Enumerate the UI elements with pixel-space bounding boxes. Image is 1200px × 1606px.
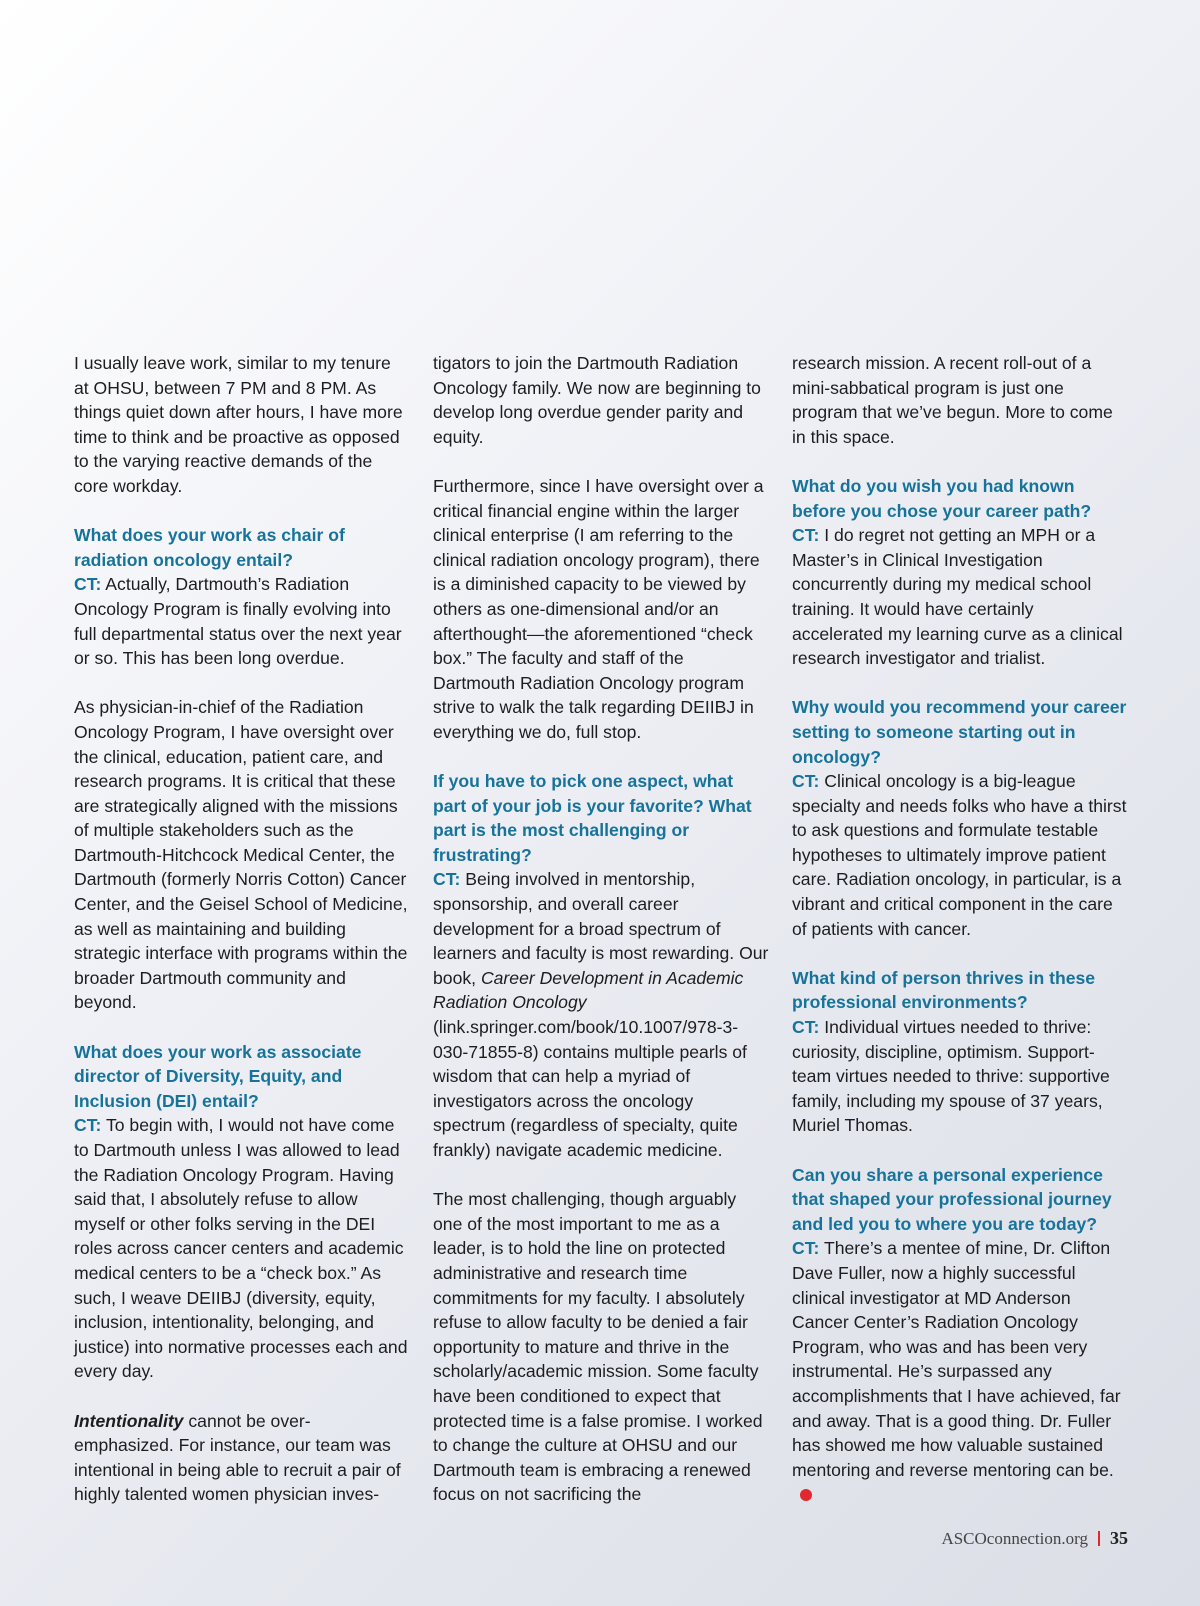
question-heading: What does your work as associate director of Diversity, Equity, and Inclusion (DEI) entail? bbox=[74, 1041, 362, 1111]
end-of-article-dot-icon bbox=[800, 1489, 812, 1501]
speaker-label: CT: bbox=[792, 525, 820, 546]
qa-block bbox=[74, 523, 410, 671]
answer-text: There’s a mentee of mine, Dr. Clifton Dave Fuller, now a highly successful clinical investigator at MD Anderson Cancer Center’s Radiation Oncology Program, who was and has been very instrumental. He’s surpassed any accomplishments that I have achieved, far and away. That is a good thing. Dr. Fuller has showed me how valuable sustained mentoring and reverse mentoring can be. bbox=[792, 1238, 1121, 1480]
column-2 bbox=[433, 351, 769, 1532]
question-heading: What do you wish you had known before you chose your career path? bbox=[792, 475, 1092, 521]
question-heading: If you have to pick one aspect, what part of your job is your favorite? What part is the most challenging or frustrating? bbox=[433, 771, 752, 865]
speaker-label: CT: bbox=[74, 574, 102, 595]
speaker-label: CT: bbox=[74, 1115, 102, 1136]
answer-text: Actually, Dartmouth’s Radiation Oncology Program is finally evolving into full departmental status over the next year or so. This has been long overdue. bbox=[74, 574, 402, 669]
paragraph: Furthermore, since I have oversight over a critical financial engine within the larger clinical enterprise (I am referring to the clinical radiation oncology program), there is a diminished capacity to be viewed by others as one-dimensional and/or an afterthought—the aforementioned “check box.” The faculty and staff of the Dartmouth Radiation Oncology program strive to walk the talk regarding DEIIBJ in everything we do, full stop. bbox=[433, 475, 764, 742]
question-heading: What does your work as chair of radiation oncology entail? bbox=[74, 525, 345, 570]
paragraph: tigators to join the Dartmouth Radiation Oncology family. We now are beginning to develop long overdue gender parity and equity. bbox=[433, 353, 761, 447]
answer-text: Individual virtues needed to thrive: curiosity, discipline, optimism. Support-team virtues needed to thrive: supportive family, including my spouse of 37 years, Muriel Thomas. bbox=[792, 1017, 1110, 1136]
footer-divider bbox=[1098, 1531, 1100, 1546]
paragraph: research mission. A recent roll-out of a mini-sabbatical program is just one program that we’ve begun. More to come in this space. bbox=[792, 353, 1113, 447]
qa-block bbox=[792, 966, 1128, 1138]
answer-text: Being involved in mentorship, sponsorship, and overall career development for a broad spectrum of learners and faculty is most rewarding. Our book, bbox=[433, 869, 769, 988]
qa-block bbox=[792, 1163, 1128, 1507]
column-3 bbox=[792, 351, 1128, 1532]
qa-block bbox=[792, 474, 1128, 671]
qa-block bbox=[74, 1040, 410, 1384]
speaker-label: CT: bbox=[792, 1017, 820, 1038]
emphasis-term: Intentionality bbox=[74, 1410, 184, 1431]
paragraph-text: cannot be over-emphasized. For instance, our team was intentional in being able to recruit a pair of highly talented women physician inves- bbox=[74, 1410, 401, 1505]
page-number: 35 bbox=[1110, 1528, 1128, 1548]
question-heading: Can you share a personal experience that shaped your professional journey and led you to where you are today? bbox=[792, 1164, 1112, 1234]
question-heading: What kind of person thrives in these professional environments? bbox=[792, 967, 1096, 1013]
paragraph: I usually leave work, similar to my tenure at OHSU, between 7 PM and 8 PM. As things quiet down after hours, I have more time to think and be proactive as opposed to the varying reactive demands of the core workday. bbox=[74, 353, 403, 496]
speaker-label: CT: bbox=[792, 1238, 820, 1259]
speaker-label: CT: bbox=[792, 771, 820, 792]
paragraph: The most challenging, though arguably one of the most important to me as a leader, is to hold the line on protected administrative and research time commitments for my faculty. I absolutely refuse to allow faculty to be denied a fair opportunity to mature and thrive in the scholarly/academic mission. Some faculty have been conditioned to expect that protected time is a false promise. I worked to change the culture at OHSU and our Dartmouth team is embracing a renewed focus on not sacrificing the bbox=[433, 1189, 763, 1505]
qa-block bbox=[792, 695, 1128, 941]
answer-text: I do regret not getting an MPH or a Master’s in Clinical Investigation concurrently during my medical school training. It would have certainly accelerated my learning curve as a clinical research investigator and trialist. bbox=[792, 525, 1123, 669]
book-title: Career Development in Academic Radiation Oncology bbox=[433, 967, 744, 1013]
qa-block bbox=[433, 769, 769, 1163]
paragraph bbox=[74, 1409, 410, 1507]
page-footer bbox=[941, 1528, 1128, 1549]
paragraph: As physician-in-chief of the Radiation Oncology Program, I have oversight over the clinical, education, patient care, and research programs. It is critical that these are strategically aligned with the missions of multiple stakeholders such as the Dartmouth-Hitchcock Medical Center, the Dartmouth (formerly Norris Cotton) Cancer Center, and the Geisel School of Medicine, as well as maintaining and building strategic interface with programs within the broader Dartmouth community and beyond. bbox=[74, 697, 408, 1013]
column-1 bbox=[74, 351, 410, 1532]
answer-text: Clinical oncology is a big-league specialty and needs folks who have a thirst to ask questions and formulate testable hypotheses to ultimately improve patient care. Radiation oncology, in particular, is a vibrant and critical component in the care of patients with cancer. bbox=[792, 771, 1127, 939]
answer-text: To begin with, I would not have come to Dartmouth unless I was allowed to lead the Radiation Oncology Program. Having said that, I absolutely refuse to allow myself or other folks serving in the DEI roles across cancer centers and academic medical centers to be a “check box.” As such, I weave DEIIBJ (diversity, equity, inclusion, intentionality, belonging, and justice) into normative processes each and every day. bbox=[74, 1115, 408, 1382]
site-name: ASCOconnection.org bbox=[941, 1528, 1088, 1548]
answer-text: (link.springer.com/book/10.1007/978-3-030-71855-8) contains multiple pearls of wisdom that can help a myriad of investigators across the oncology spectrum (regardless of specialty, quite frankly) navigate academic medicine. bbox=[433, 1017, 747, 1160]
question-heading: Why would you recommend your career setting to someone starting out in oncology? bbox=[792, 697, 1127, 767]
speaker-label: CT: bbox=[433, 869, 461, 890]
